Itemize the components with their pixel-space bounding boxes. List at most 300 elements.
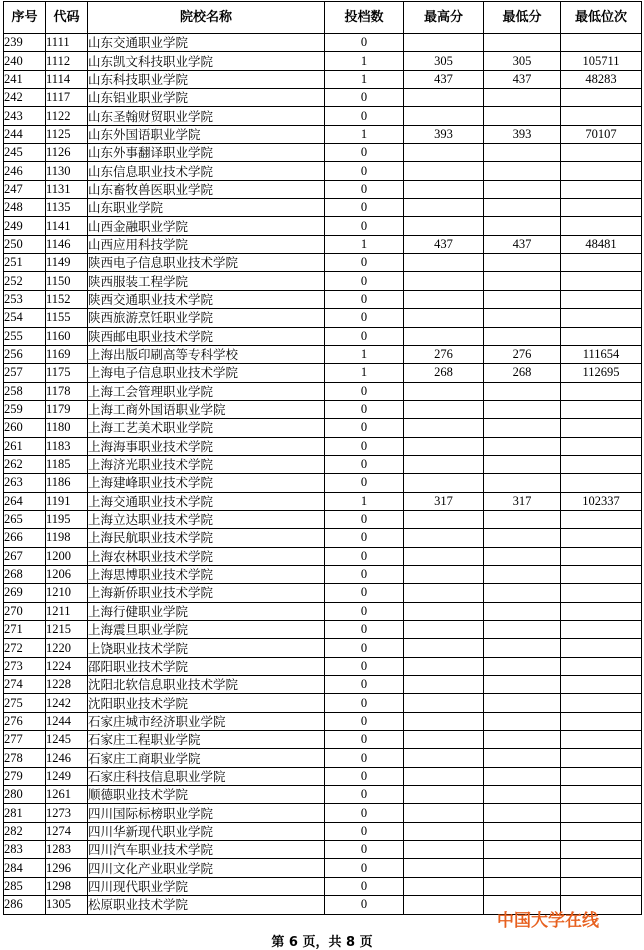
cell-name: 山东外国语职业学院 [88,125,325,143]
cell-name: 陕西交通职业技术学院 [88,290,325,308]
cell-num: 275 [4,694,46,712]
cell-num: 277 [4,731,46,749]
table-row [4,639,642,657]
cell-code: 1150 [46,272,88,290]
cell-num: 270 [4,602,46,620]
cell-rank [561,272,642,290]
table-row [4,584,642,602]
table-row [4,841,642,859]
table-row [4,510,642,528]
cell-count: 0 [325,199,404,217]
cell-high [404,584,484,602]
cell-rank: 102337 [561,492,642,510]
cell-code: 1169 [46,345,88,363]
cell-count: 0 [325,804,404,822]
table-row [4,749,642,767]
cell-count: 0 [325,565,404,583]
cell-low [484,290,561,308]
cell-low [484,877,561,895]
cell-num: 262 [4,455,46,473]
cell-num: 245 [4,144,46,162]
table-row [4,565,642,583]
cell-num: 279 [4,767,46,785]
cell-count: 0 [325,602,404,620]
header-count: 投档数 [325,2,404,34]
table-row [4,107,642,125]
cell-low [484,565,561,583]
cell-name: 四川汽车职业技术学院 [88,841,325,859]
table-row [4,180,642,198]
cell-rank [561,437,642,455]
cell-low [484,584,561,602]
cell-name: 山东畜牧兽医职业学院 [88,180,325,198]
cell-code: 1305 [46,896,88,914]
table-row [4,529,642,547]
cell-code: 1117 [46,89,88,107]
cell-name: 上海交通职业技术学院 [88,492,325,510]
table-row [4,712,642,730]
cell-num: 286 [4,896,46,914]
header-num: 序号 [4,2,46,34]
cell-high [404,657,484,675]
table-row [4,547,642,565]
cell-rank [561,217,642,235]
cell-count: 1 [325,125,404,143]
cell-num: 254 [4,309,46,327]
header-name: 院校名称 [88,2,325,34]
cell-code: 1215 [46,621,88,639]
cell-name: 上海立达职业技术学院 [88,510,325,528]
cell-count: 0 [325,272,404,290]
cell-low [484,217,561,235]
cell-low [484,639,561,657]
cell-name: 上海民航职业技术学院 [88,529,325,547]
cell-count: 1 [325,345,404,363]
cell-num: 247 [4,180,46,198]
cell-name: 陕西服装工程学院 [88,272,325,290]
cell-name: 上海建峰职业技术学院 [88,474,325,492]
cell-num: 271 [4,621,46,639]
cell-num: 246 [4,162,46,180]
table-row [4,364,642,382]
cell-high [404,327,484,345]
cell-num: 249 [4,217,46,235]
cell-rank: 48283 [561,70,642,88]
table-row [4,804,642,822]
cell-high [404,290,484,308]
cell-num: 248 [4,199,46,217]
cell-name: 上海工艺美术职业学院 [88,419,325,437]
cell-code: 1200 [46,547,88,565]
cell-rank: 112695 [561,364,642,382]
cell-num: 264 [4,492,46,510]
cell-code: 1160 [46,327,88,345]
cell-rank [561,144,642,162]
cell-code: 1130 [46,162,88,180]
cell-rank: 105711 [561,52,642,70]
cell-code: 1211 [46,602,88,620]
cell-high [404,474,484,492]
cell-code: 1152 [46,290,88,308]
cell-rank [561,859,642,877]
cell-count: 0 [325,419,404,437]
cell-rank [561,419,642,437]
cell-rank [561,676,642,694]
table-row [4,455,642,473]
cell-count: 0 [325,309,404,327]
cell-num: 274 [4,676,46,694]
cell-low [484,804,561,822]
cell-num: 285 [4,877,46,895]
cell-low [484,309,561,327]
cell-code: 1242 [46,694,88,712]
cell-low: 276 [484,345,561,363]
cell-code: 1141 [46,217,88,235]
cell-high [404,841,484,859]
cell-code: 1244 [46,712,88,730]
cell-low [484,767,561,785]
cell-low [484,107,561,125]
cell-count: 0 [325,290,404,308]
cell-num: 280 [4,786,46,804]
cell-count: 0 [325,327,404,345]
cell-count: 0 [325,180,404,198]
cell-high [404,676,484,694]
cell-rank [561,455,642,473]
cell-name: 松原职业技术学院 [88,896,325,914]
cell-low [484,529,561,547]
cell-count: 0 [325,400,404,418]
cell-high [404,529,484,547]
cell-rank: 111654 [561,345,642,363]
cell-low [484,859,561,877]
table-row [4,199,642,217]
cell-name: 山东交通职业学院 [88,34,325,52]
cell-code: 1186 [46,474,88,492]
cell-num: 239 [4,34,46,52]
table-row [4,162,642,180]
cell-code: 1198 [46,529,88,547]
cell-high [404,199,484,217]
cell-high [404,731,484,749]
cell-rank [561,621,642,639]
table-row [4,52,642,70]
cell-name: 石家庄工程职业学院 [88,731,325,749]
table-row [4,34,642,52]
cell-count: 0 [325,529,404,547]
cell-name: 沈阳职业技术学院 [88,694,325,712]
cell-rank [561,712,642,730]
cell-high [404,877,484,895]
cell-name: 上海工会管理职业学院 [88,382,325,400]
table-row [4,382,642,400]
cell-low: 393 [484,125,561,143]
table-row [4,437,642,455]
cell-rank [561,34,642,52]
cell-count: 1 [325,235,404,253]
cell-num: 276 [4,712,46,730]
table-row [4,602,642,620]
cell-name: 陕西邮电职业技术学院 [88,327,325,345]
cell-num: 258 [4,382,46,400]
cell-code: 1228 [46,676,88,694]
cell-low: 268 [484,364,561,382]
cell-rank [561,180,642,198]
cell-high [404,896,484,914]
cell-low [484,34,561,52]
cell-count: 0 [325,749,404,767]
cell-count: 0 [325,162,404,180]
cell-name: 山东凯文科技职业学院 [88,52,325,70]
cell-high [404,804,484,822]
cell-rank [561,290,642,308]
cell-low [484,602,561,620]
cell-rank [561,841,642,859]
cell-rank [561,474,642,492]
cell-count: 1 [325,364,404,382]
cell-high [404,437,484,455]
cell-name: 上海出版印刷高等专科学校 [88,345,325,363]
cell-low [484,712,561,730]
cell-name: 沈阳北软信息职业技术学院 [88,676,325,694]
header-rank: 最低位次 [561,2,642,34]
cell-high [404,639,484,657]
cell-low [484,419,561,437]
table-row [4,144,642,162]
page-footer: 第 6 页，共 8 页 [271,935,373,950]
cell-num: 266 [4,529,46,547]
cell-high [404,400,484,418]
cell-high [404,621,484,639]
cell-code: 1111 [46,34,88,52]
cell-num: 281 [4,804,46,822]
cell-num: 241 [4,70,46,88]
cell-name: 山东职业学院 [88,199,325,217]
cell-name: 山东外事翻译职业学院 [88,144,325,162]
cell-num: 282 [4,822,46,840]
cell-low [484,180,561,198]
cell-low: 437 [484,235,561,253]
table-row [4,731,642,749]
cell-code: 1195 [46,510,88,528]
cell-low [484,786,561,804]
cell-rank [561,804,642,822]
cell-rank [561,877,642,895]
cell-code: 1224 [46,657,88,675]
cell-code: 1185 [46,455,88,473]
cell-count: 0 [325,107,404,125]
cell-rank [561,327,642,345]
cell-code: 1179 [46,400,88,418]
header-high: 最高分 [404,2,484,34]
cell-low [484,676,561,694]
cell-count: 0 [325,786,404,804]
cell-name: 上海电子信息职业技术学院 [88,364,325,382]
cell-count: 0 [325,437,404,455]
cell-low [484,382,561,400]
cell-num: 256 [4,345,46,363]
cell-high [404,547,484,565]
cell-count: 0 [325,657,404,675]
cell-high [404,180,484,198]
cell-name: 上海济光职业技术学院 [88,455,325,473]
cell-low: 317 [484,492,561,510]
table-header-row [4,2,642,34]
cell-high: 437 [404,70,484,88]
cell-low [484,254,561,272]
cell-count: 0 [325,217,404,235]
cell-high: 437 [404,235,484,253]
cell-name: 山东圣翰财贸职业学院 [88,107,325,125]
watermark: 中国大学在线 [497,911,599,931]
cell-code: 1112 [46,52,88,70]
table-row [4,309,642,327]
cell-low [484,731,561,749]
table-row [4,822,642,840]
cell-count: 0 [325,34,404,52]
table-row [4,694,642,712]
cell-num: 243 [4,107,46,125]
cell-code: 1122 [46,107,88,125]
cell-name: 四川国际标榜职业学院 [88,804,325,822]
cell-high [404,382,484,400]
cell-num: 273 [4,657,46,675]
cell-low [484,89,561,107]
cell-num: 259 [4,400,46,418]
cell-high: 268 [404,364,484,382]
cell-name: 山东科技职业学院 [88,70,325,88]
table-row [4,125,642,143]
cell-name: 上海新侨职业技术学院 [88,584,325,602]
cell-name: 顺德职业技术学院 [88,786,325,804]
table-row [4,676,642,694]
cell-rank [561,786,642,804]
cell-rank [561,822,642,840]
cell-low [484,162,561,180]
cell-count: 0 [325,676,404,694]
cell-count: 0 [325,621,404,639]
cell-high [404,749,484,767]
table-row [4,400,642,418]
cell-low: 305 [484,52,561,70]
cell-count: 0 [325,822,404,840]
cell-rank [561,565,642,583]
cell-code: 1206 [46,565,88,583]
cell-low [484,657,561,675]
cell-high [404,419,484,437]
cell-count: 1 [325,492,404,510]
cell-num: 283 [4,841,46,859]
table-row [4,327,642,345]
cell-name: 四川现代职业学院 [88,877,325,895]
cell-code: 1220 [46,639,88,657]
cell-count: 0 [325,767,404,785]
cell-count: 0 [325,455,404,473]
cell-high [404,510,484,528]
cell-name: 石家庄城市经济职业学院 [88,712,325,730]
cell-low [484,400,561,418]
cell-code: 1183 [46,437,88,455]
cell-high: 276 [404,345,484,363]
cell-rank [561,694,642,712]
cell-low [484,749,561,767]
cell-rank [561,602,642,620]
cell-num: 263 [4,474,46,492]
cell-high: 305 [404,52,484,70]
cell-name: 上海海事职业技术学院 [88,437,325,455]
cell-low [484,822,561,840]
cell-num: 252 [4,272,46,290]
cell-rank [561,731,642,749]
cell-count: 0 [325,877,404,895]
cell-rank [561,400,642,418]
cell-high [404,565,484,583]
cell-rank [561,639,642,657]
table-row [4,345,642,363]
table-row [4,217,642,235]
cell-code: 1273 [46,804,88,822]
table-row [4,621,642,639]
cell-rank: 48481 [561,235,642,253]
cell-rank [561,254,642,272]
cell-num: 250 [4,235,46,253]
cell-count: 0 [325,510,404,528]
cell-code: 1274 [46,822,88,840]
cell-code: 1175 [46,364,88,382]
cell-high [404,34,484,52]
table-row [4,492,642,510]
cell-rank [561,162,642,180]
cell-name: 陕西电子信息职业技术学院 [88,254,325,272]
cell-count: 1 [325,52,404,70]
cell-num: 267 [4,547,46,565]
cell-count: 0 [325,841,404,859]
cell-rank [561,382,642,400]
cell-name: 四川文化产业职业学院 [88,859,325,877]
table-row [4,290,642,308]
table-row [4,767,642,785]
cell-low [484,144,561,162]
cell-name: 石家庄科技信息职业学院 [88,767,325,785]
cell-high [404,859,484,877]
cell-low [484,455,561,473]
cell-name: 上海思博职业技术学院 [88,565,325,583]
cell-high [404,144,484,162]
cell-name: 上海农林职业技术学院 [88,547,325,565]
cell-code: 1135 [46,199,88,217]
cell-count: 0 [325,144,404,162]
cell-high [404,254,484,272]
cell-rank [561,107,642,125]
cell-code: 1146 [46,235,88,253]
cell-num: 268 [4,565,46,583]
table-row [4,419,642,437]
cell-count: 0 [325,731,404,749]
cell-count: 1 [325,70,404,88]
cell-num: 284 [4,859,46,877]
cell-rank [561,767,642,785]
table-row [4,786,642,804]
cell-high [404,107,484,125]
table-row [4,859,642,877]
cell-name: 上海工商外国语职业学院 [88,400,325,418]
table-row [4,70,642,88]
table-body [4,34,642,915]
cell-rank [561,309,642,327]
cell-high: 317 [404,492,484,510]
cell-num: 278 [4,749,46,767]
cell-count: 0 [325,254,404,272]
